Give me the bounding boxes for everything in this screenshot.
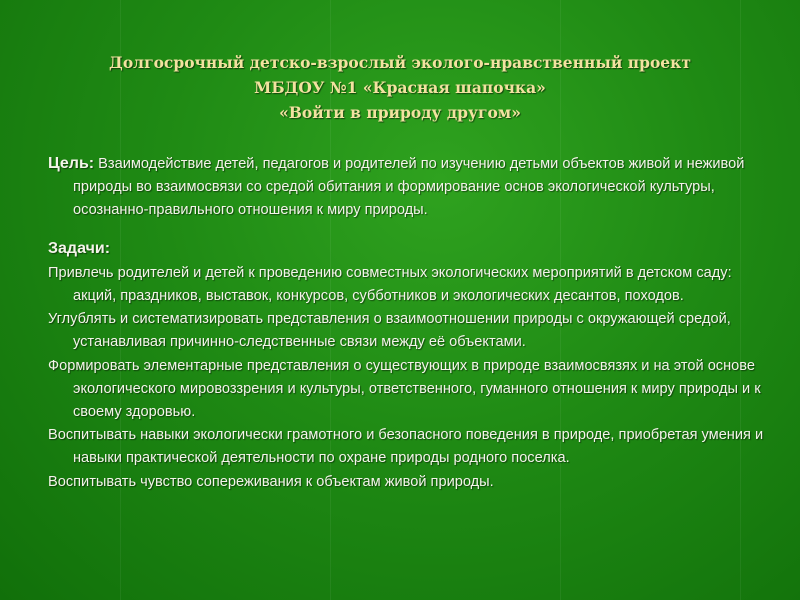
title-line-3: «Войти в природу другом» [279, 103, 521, 122]
goal-paragraph [48, 152, 778, 223]
slide-title [40, 50, 760, 125]
task-item: Углублять и систематизировать представления о взаимоотношении природы с окружающей средой, устанавливая причинно-следственные связи между её объектами. [48, 311, 731, 351]
title-line-1: Долгосрочный детско-взрослый эколого-нравственный проект [109, 53, 691, 72]
goal-label: Цель: [48, 155, 95, 172]
goal-text: Взаимодействие детей, педагогов и родителей по изучению детьми объектов живой и неживой природы во взаимосвязи со средой обитания и формирование основ экологической культуры, осознанно-правильного отношения к миру природы. [73, 156, 745, 219]
task-item: Воспитывать чувство сопереживания к объектам живой природы. [48, 473, 494, 490]
task-item: Привлечь родителей и детей к проведению совместных экологических мероприятий в детском саду: акций, праздников, выставок, конкурсов, субботников и экологических десантов, походов. [48, 264, 732, 305]
task-item: Формировать элементарные представления о существующих в природе взаимосвязях и на этой основе экологического мировоззрения и культуры, ответственного, гуманного отношения к миру природы и к своему здоровью. [48, 357, 761, 421]
task-item: Воспитывать навыки экологически грамотного и безопасного поведения в природе, приобретая умения и навыки практической деятельности по охране природы родного поселка. [48, 427, 764, 467]
tasks-heading: Задачи: [48, 239, 111, 257]
title-line-2: МБДОУ №1 «Красная шапочка» [254, 78, 546, 97]
slide-content [48, 152, 778, 494]
